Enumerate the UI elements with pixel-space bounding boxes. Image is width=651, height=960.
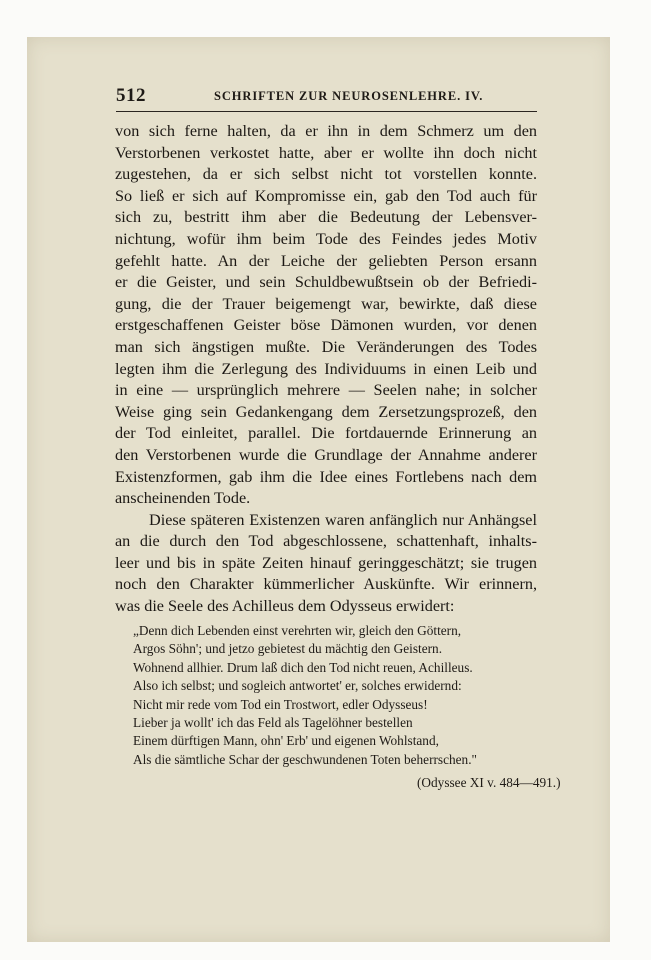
verse-line: Einem dürftigen Mann, ohn' Erb' und eigenen Wohlstand,	[133, 733, 439, 749]
verse-line: Wohnend allhier. Drum laß dich den Tod nicht reuen, Achilleus.	[133, 659, 473, 675]
text-line: noch den Charakter kümmerlicher Auskünfte. Wir erinnern,	[115, 575, 537, 594]
text-line: leer und bis in späte Zeiten hinauf geringgeschätzt; sie trugen	[115, 553, 537, 572]
text-line: von sich ferne halten, da er ihn in dem Schmerz um den	[115, 122, 537, 140]
text-line: erstgeschaffenen Geister böse Dämonen wurden, vor denen	[115, 316, 537, 335]
text-line: Verstorbenen verkostet hatte, aber er wollte ihn doch nicht	[115, 143, 537, 162]
text-line: was die Seele des Achilleus dem Odysseus erwidert:	[115, 597, 455, 616]
verse-quotation	[133, 622, 535, 769]
text-line: er die Geister, und sein Schuldbewußtsein ob der Befriedi-	[115, 273, 537, 292]
text-line: man sich ängstigen mußte. Die Veränderungen des Todes	[115, 337, 537, 356]
verse-line: Lieber ja wollt' ich das Feld als Tagelöhner bestellen	[133, 714, 413, 730]
verse-line: Also ich selbst; und sogleich antwortet' er, solches erwidernd:	[133, 678, 462, 694]
text-line: gefehlt hatte. An der Leiche der geliebten Person ersann	[115, 251, 537, 270]
text-line: sich zu, bestritt ihm aber die Bedeutung der Lebensver-	[115, 208, 537, 227]
page-number: 512	[116, 85, 146, 106]
text-line: an die durch den Tod abgeschlossene, schattenhaft, inhalts-	[115, 532, 537, 551]
text-line: Diese späteren Existenzen waren anfänglich nur Anhängsel	[149, 510, 537, 529]
text-line: der Tod einleitet, parallel. Die fortdauernde Erinnerung an	[115, 424, 537, 443]
text-line: anscheinenden Tode.	[115, 489, 251, 508]
quote-citation: (Odyssee XI v. 484—491.)	[417, 775, 561, 790]
text-line: nichtung, wofür ihm beim Tode des Feindes jedes Motiv	[115, 229, 537, 248]
text-line: in eine — ursprünglich mehrere — Seelen nahe; in solcher	[115, 381, 537, 400]
verse-line: Nicht mir rede vom Tod ein Trostwort, edler Odysseus!	[133, 696, 428, 712]
book-page	[27, 37, 610, 942]
page-header	[116, 85, 537, 112]
verse-line: „Denn dich Lebenden einst verehrten wir, gleich den Göttern,	[133, 623, 462, 638]
text-line: Weise ging sein Gedankengang dem Zersetzungsprozeß, den	[115, 402, 537, 421]
text-line: So ließ er sich auf Kompromisse ein, gab den Tod auch für	[115, 186, 537, 205]
text-line: Existenzformen, gab ihm die Idee eines Fortlebens nach dem	[115, 467, 537, 486]
verse-line: Als die sämtliche Schar der geschwundenen Toten beherrschen."	[133, 751, 477, 767]
text-line: legten ihm die Zerlegung des Individuums in einen Leib und	[115, 359, 537, 378]
text-line: gung, die der Trauer beigemengt war, bewirkte, daß diese	[115, 294, 537, 313]
running-title: SCHRIFTEN ZUR NEUROSENLEHRE. IV.	[214, 89, 484, 103]
text-line: zugestehen, da er sich selbst nicht tot vorstellen konnte.	[115, 165, 537, 184]
text-line: den Verstorbenen wurde die Grundlage der Annahme anderer	[115, 445, 537, 464]
body-text	[115, 121, 537, 618]
verse-line: Argos Söhn'; und jetzo gebietest du mächtig den Geistern.	[133, 641, 443, 657]
